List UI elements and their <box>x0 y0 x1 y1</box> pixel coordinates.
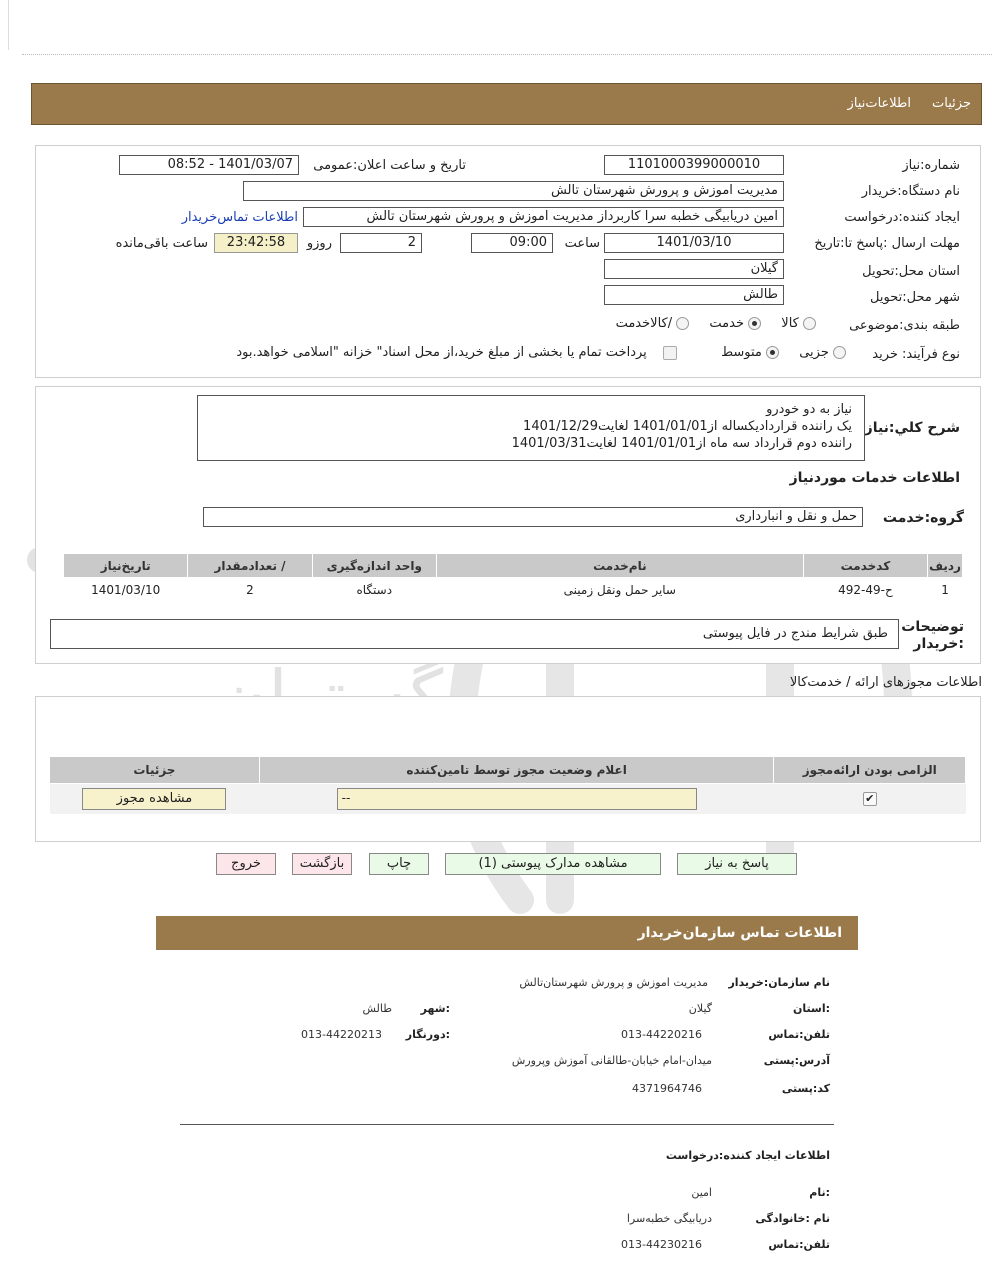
service-table-header <box>64 554 963 578</box>
permit-required-cell <box>774 784 966 814</box>
radio-goods-label: کالا <box>781 316 799 331</box>
contact-province-label: :استان <box>793 1002 830 1015</box>
creator-family-value: دریابیگی خطبه‌سرا <box>626 1212 712 1225</box>
permit-status-field[interactable]: -- <box>337 788 697 810</box>
header-details-link[interactable]: جزئیات <box>932 96 971 111</box>
top-divider <box>22 54 992 55</box>
creator-info-title: اطلاعات ایجاد کننده:درخواست <box>665 1149 830 1162</box>
radio-goods[interactable] <box>803 317 816 330</box>
address-value: میدان-امام خیابان-طالقانی آموزش وپرورش <box>511 1054 712 1067</box>
col-permit-details: جزئیات <box>50 757 260 784</box>
hour-label: ساعت <box>564 236 600 251</box>
permits-table-header <box>50 757 966 784</box>
cell-code: ح-49-492 <box>803 578 927 602</box>
address-label: آدرس:پستی <box>763 1054 830 1067</box>
process-options <box>236 345 846 360</box>
col-date: تاريخ‌نياز <box>64 554 188 578</box>
attachments-button[interactable]: مشاهده مدارک پیوستی (1) <box>445 853 661 875</box>
treasury-checkbox[interactable] <box>663 346 677 360</box>
buyer-notes-label-bottom: :خریدار <box>913 636 964 652</box>
process-label: نوع فرآیند: خرید <box>872 347 960 362</box>
postal-value: 4371964746 <box>632 1082 702 1095</box>
contact-city-value: طالش <box>362 1002 392 1015</box>
org-value: مدیریت اموزش و پرورش شهرستان‌تالش <box>519 976 708 989</box>
group-field: حمل و نقل و انبارداری <box>203 507 863 527</box>
announce-field: 1401/03/07 - 08:52 <box>119 155 299 175</box>
creator-label: ایجاد کننده:درخواست <box>844 210 960 225</box>
group-label: گروه:خدمت <box>882 510 964 526</box>
fax-label: :دورنگار <box>405 1028 450 1041</box>
view-permit-button[interactable]: مشاهده مجوز <box>82 788 226 810</box>
remaining-label: ساعت باقی‌مانده <box>115 236 208 251</box>
back-button[interactable]: بازگشت <box>292 853 352 875</box>
days-field: 2 <box>340 233 422 253</box>
radio-small[interactable] <box>833 346 846 359</box>
buyer-notes-box <box>50 619 899 649</box>
creator-name-label: :نام <box>809 1186 830 1199</box>
category-options <box>616 316 816 331</box>
contact-province-value: گیلان <box>688 1002 712 1015</box>
description-line-1: نیاز به دو خودرو <box>766 402 852 417</box>
remaining-time-field: 23:42:58 <box>214 233 298 253</box>
col-name: نام‌خدمت <box>436 554 803 578</box>
radio-medium-label: متوسط <box>721 345 762 360</box>
creator-phone-value: 013-44230216 <box>621 1238 702 1251</box>
buyer-contact-link[interactable]: اطلاعات تماس‌خریدار <box>181 210 298 225</box>
col-code: کدخدمت <box>803 554 927 578</box>
col-permit-status: اعلام وضعیت مجوز توسط تامین‌کننده <box>259 757 774 784</box>
col-permit-required: الزامی بودن ارائه‌مجوز <box>774 757 966 784</box>
permits-table <box>49 756 966 814</box>
cell-name: سایر حمل ونقل زمینی <box>436 578 803 602</box>
contact-title: اطلاعات تماس سازمان‌خریدار <box>637 925 842 941</box>
radio-service-label: خدمت <box>709 316 744 331</box>
description-line-3: راننده دوم قرارداد سه ماه از1401/01/01 لغایت1401/03/31 <box>511 436 852 451</box>
table-row <box>64 578 963 602</box>
contact-phone-value: 013-44220216 <box>621 1028 702 1041</box>
announce-label: تاریخ و ساعت اعلان:عمومی <box>313 158 466 173</box>
header-title: اطلاعات‌نیاز <box>847 96 911 111</box>
col-unit: واحد اندازه‌گيری <box>312 554 436 578</box>
radio-medium[interactable] <box>766 346 779 359</box>
permits-title: اطلاعات مجوزهای ارائه / خدمت‌کالا <box>789 675 982 690</box>
cell-unit: دستگاه <box>312 578 436 602</box>
treasury-note: پرداخت تمام یا بخشی از مبلغ خرید،از محل اسناد" خزانه "اسلامی خواهد.بود <box>236 345 647 360</box>
cell-qty: 2 <box>188 578 312 602</box>
contact-header-bar <box>156 916 858 950</box>
creator-field: امین دریابیگی خطبه سرا کاربرداز مدیریت اموزش و پرورش شهرستان تالش <box>303 207 784 227</box>
need-info-section <box>35 145 981 378</box>
city-label: شهر محل:تحویل <box>870 290 960 305</box>
creator-family-label: نام :خانوادگی <box>755 1212 830 1225</box>
permit-details-cell <box>50 784 260 814</box>
radio-goods-service[interactable] <box>676 317 689 330</box>
contact-divider <box>180 1124 834 1125</box>
left-rule <box>8 0 9 50</box>
need-number-label: شماره:نیاز <box>902 158 960 173</box>
col-qty: / تعدادمقدار <box>188 554 312 578</box>
province-field: گیلان <box>604 259 784 279</box>
deadline-label: مهلت ارسال :پاسخ تا:تاریخ <box>814 236 960 251</box>
cell-row: 1 <box>928 578 963 602</box>
days-label: روزو <box>306 236 332 251</box>
exit-button[interactable]: خروج <box>216 853 276 875</box>
radio-small-label: جزیی <box>799 345 829 360</box>
radio-goods-service-label: /کالاخدمت <box>615 316 673 331</box>
need-number-field: 1101000399000010 <box>604 155 784 175</box>
buyer-notes-value: طبق شرایط مندج در فایل پیوستی <box>702 626 888 641</box>
service-table <box>63 553 963 602</box>
category-label: طبقه بندی:موضوعی <box>849 318 960 333</box>
col-row: رديف <box>928 554 963 578</box>
cell-date: 1401/03/10 <box>64 578 188 602</box>
buyer-field: مدیریت اموزش و پرورش شهرستان تالش <box>243 181 784 201</box>
permit-status-cell <box>259 784 774 814</box>
description-box <box>197 395 865 461</box>
description-label: شرح کلي:نياز <box>864 420 960 436</box>
radio-service[interactable] <box>748 317 761 330</box>
table-row <box>50 784 966 814</box>
deadline-date-field: 1401/03/10 <box>604 233 784 253</box>
province-label: استان محل:تحویل <box>862 264 960 279</box>
fax-value: 013-44220213 <box>301 1028 382 1041</box>
postal-label: کد:پستی <box>781 1082 830 1095</box>
creator-name-value: امین <box>691 1186 712 1199</box>
deadline-time-field: 09:00 <box>471 233 553 253</box>
services-title: اطلاعات خدمات موردنياز <box>789 470 960 486</box>
contact-phone-label: تلفن:تماس <box>768 1028 830 1041</box>
buyer-notes-label-top: توضیحات <box>901 619 964 635</box>
print-button[interactable]: چاپ <box>369 853 429 875</box>
description-line-2: یک راننده قراردادیکساله از1401/01/01 لغایت1401/12/29 <box>523 419 852 434</box>
city-field: طالش <box>604 285 784 305</box>
permit-required-checkbox[interactable]: ✔ <box>863 792 877 806</box>
org-label: نام سازمان:خریدار <box>728 976 830 989</box>
buyer-label: نام دستگاه:خریدار <box>861 184 960 199</box>
header-bar <box>31 83 982 125</box>
creator-phone-label: تلفن:تماس <box>768 1238 830 1251</box>
reply-button[interactable]: پاسخ به نیاز <box>677 853 797 875</box>
contact-city-label: :شهر <box>420 1002 450 1015</box>
